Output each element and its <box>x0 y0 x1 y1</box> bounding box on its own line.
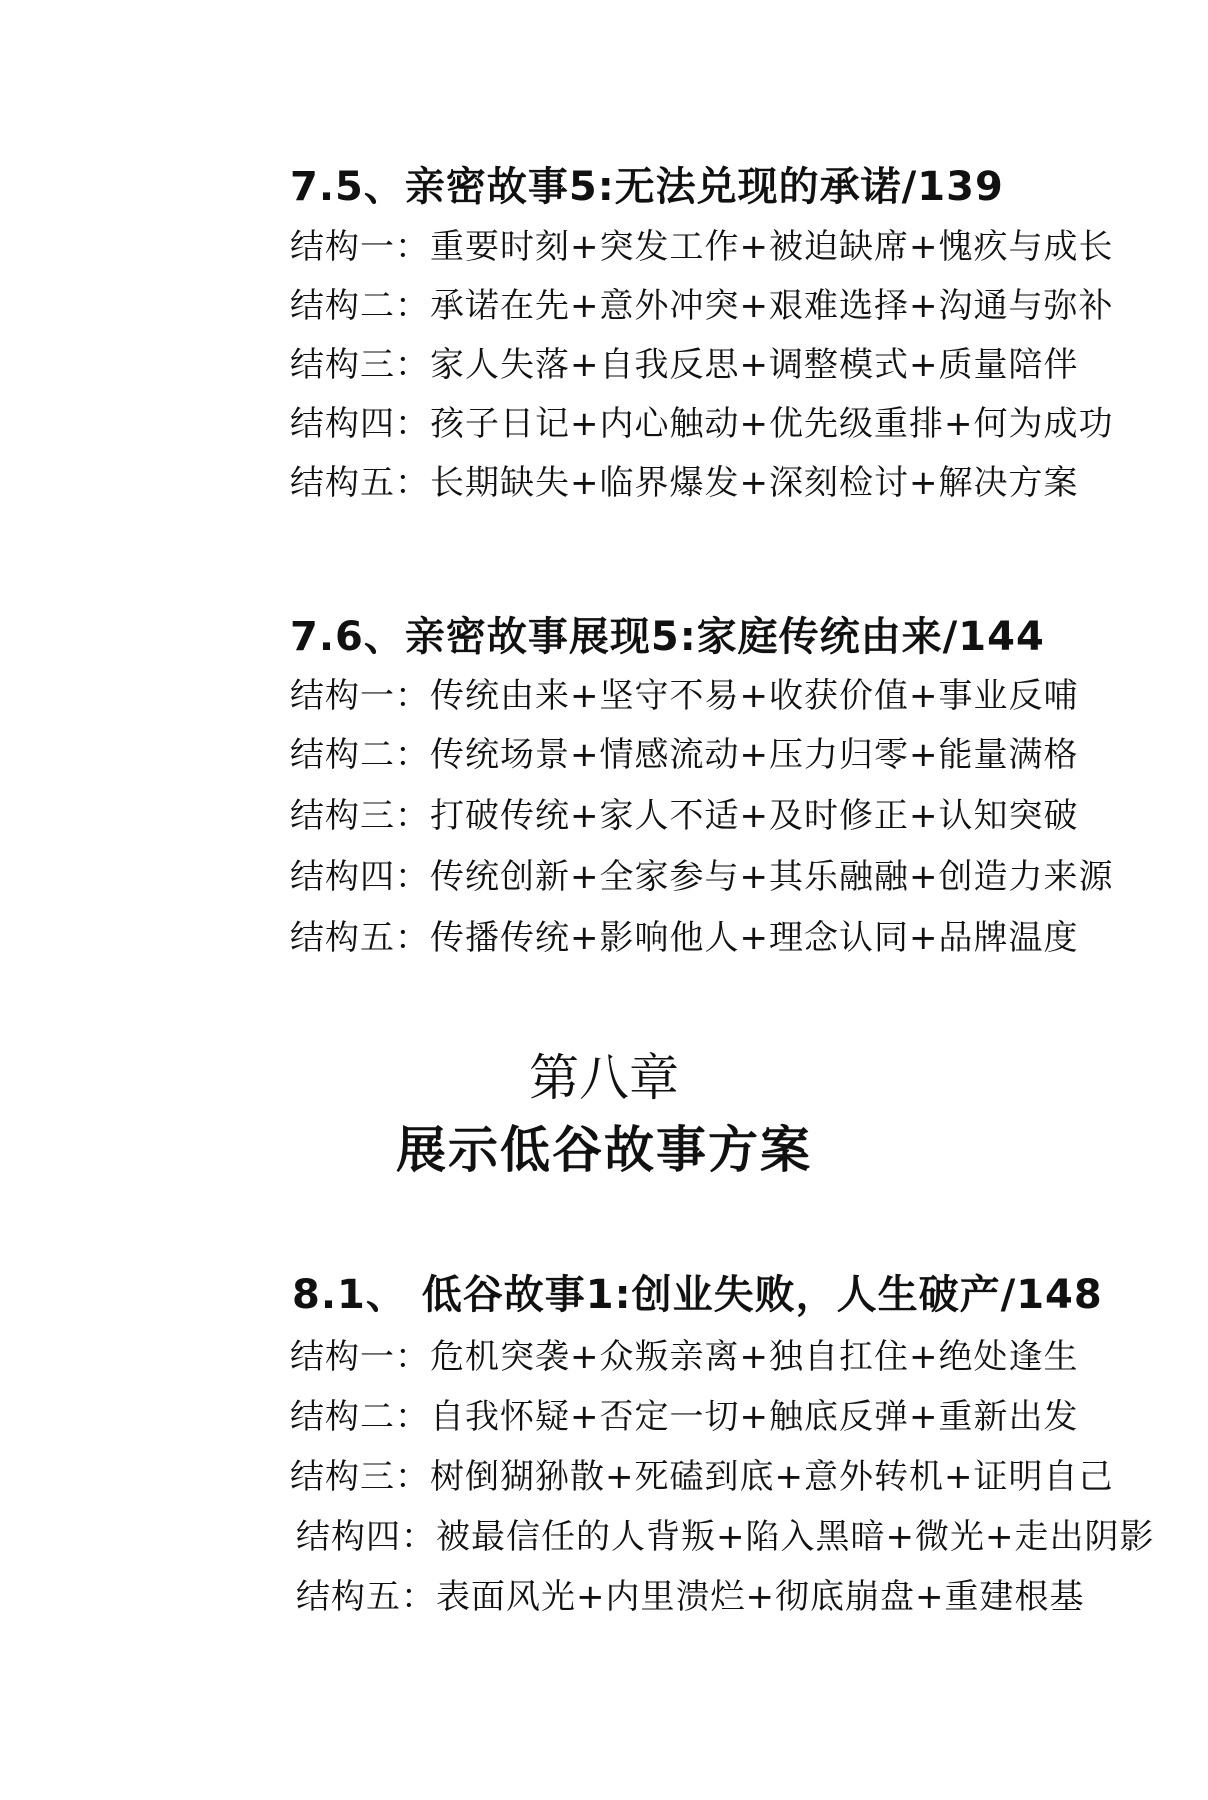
structure-line: 结构五：传播传统+影响他人+理念认同+品牌温度 <box>290 918 1079 958</box>
chapter-number: 第八章 <box>529 1049 679 1107</box>
structure-line: 结构二：传统场景+情感流动+压力归零+能量满格 <box>290 735 1079 775</box>
structure-line: 结构四：传统创新+全家参与+其乐融融+创造力来源 <box>290 857 1114 897</box>
structure-line: 结构四：被最信任的人背叛+陷入黑暗+微光+走出阴影 <box>296 1517 1155 1557</box>
chapter-title: 展示低谷故事方案 <box>396 1121 812 1179</box>
structure-line: 结构一：传统由来+坚守不易+收获价值+事业反哺 <box>290 676 1079 716</box>
structure-line: 结构四：孩子日记+内心触动+优先级重排+何为成功 <box>290 404 1114 444</box>
structure-line: 结构一：危机突袭+众叛亲离+独自扛住+绝处逢生 <box>290 1337 1079 1377</box>
structure-line: 结构一：重要时刻+突发工作+被迫缺席+愧疚与成长 <box>290 227 1114 267</box>
structure-line: 结构三：家人失落+自我反思+调整模式+质量陪伴 <box>290 345 1079 385</box>
structure-line: 结构三：打破传统+家人不适+及时修正+认知突破 <box>290 796 1079 836</box>
structure-line: 结构三：树倒猢狲散+死磕到底+意外转机+证明自己 <box>290 1457 1114 1497</box>
structure-line: 结构五：表面风光+内里溃烂+彻底崩盘+重建根基 <box>296 1577 1085 1617</box>
structure-line: 结构二：自我怀疑+否定一切+触底反弹+重新出发 <box>290 1397 1079 1437</box>
section-heading-7-6: 7.6、亲密故事展现5:家庭传统由来/144 <box>290 614 1045 660</box>
section-heading-8-1: 8.1、 低谷故事1:创业失败，人生破产/148 <box>292 1272 1103 1318</box>
section-heading-7-5: 7.5、亲密故事5:无法兑现的承诺/139 <box>290 164 1004 210</box>
structure-line: 结构五：长期缺失+临界爆发+深刻检讨+解决方案 <box>290 463 1079 503</box>
structure-line: 结构二：承诺在先+意外冲突+艰难选择+沟通与弥补 <box>290 286 1114 326</box>
